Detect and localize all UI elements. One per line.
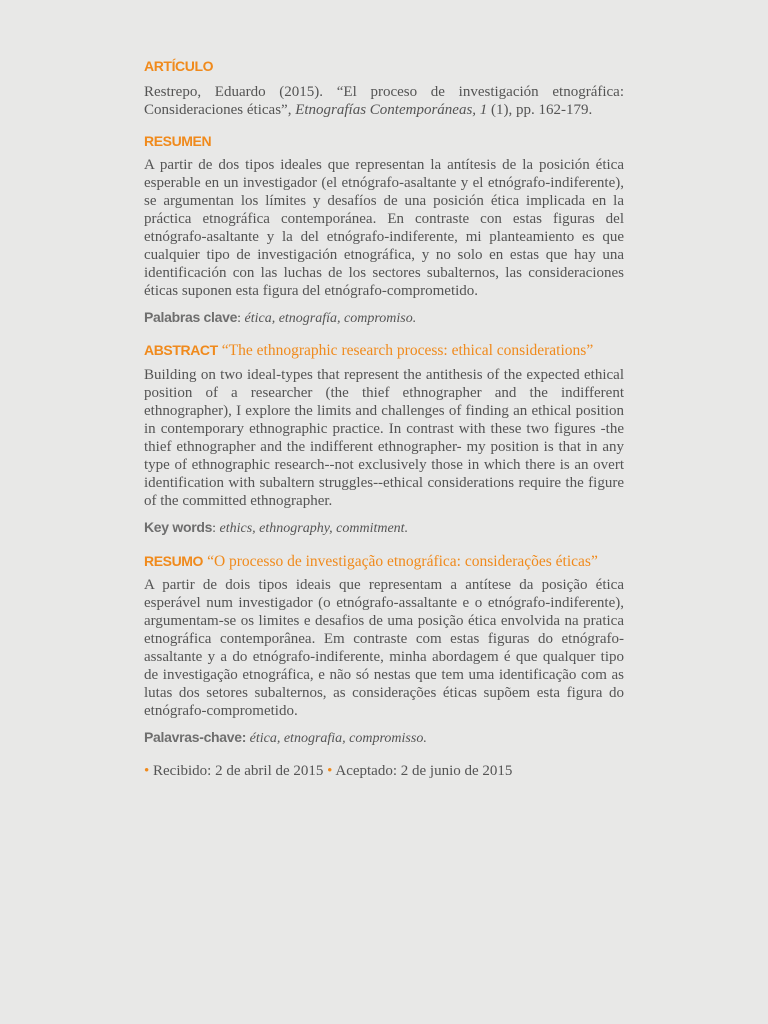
articulo-heading	[144, 56, 624, 76]
resumen-heading	[144, 131, 624, 151]
citation	[144, 83, 624, 119]
resumo-title: “O processo de investigação etnográfica: considerações éticas”	[207, 553, 598, 570]
dates-line	[144, 761, 624, 781]
articulo-label: ARTÍCULO	[144, 58, 214, 74]
resumo-heading	[144, 551, 624, 571]
resumo-body: A partir de dois tipos ideais que representam a antítese da posição ética esperável num investigador (o etnógrafo-assaltante e o etnógrafo-indiferente), argumentam-se os limites e desafios de uma posição ética envolvida na pratica etnográfica contemporânea. Em contraste com estas figuras do etnógrafo-assaltante y a do etnógrafo-indiferente, minha abordagem é que qualquer tipo de investigação etnográfica, e não só nestas que tem uma identificação com as lutas dos setores subalternos, as considerações éticas supõem esta figura do etnógrafo-comprometido.	[144, 577, 624, 719]
citation-journal: Etnografías Contemporáneas, 1	[295, 102, 488, 118]
resumo-keywords	[144, 726, 624, 748]
resumen-keywords-label: Palabras clave	[144, 309, 238, 325]
resumen-label: RESUMEN	[144, 133, 212, 149]
resumen-body: A partir de dos tipos ideales que representan la antítesis de la posición ética esperable en un investigador (el etnógrafo-asaltante y el etnógrafo-indiferente), se argumentan los límites y desafíos de una posición ética implicada en la práctica etnográfica contemporánea. En contraste con estas figuras del etnógrafo-asaltante y la del etnógrafo-indiferente, mi planteamiento es que cualquier tipo de investigación etnográfica, y no solo en estas que hay una identificación con las luchas de los sectores subalternos, las consideraciones éticas suponen esta figura del etnógrafo-comprometido.	[144, 157, 624, 299]
abstract-label: ABSTRACT	[144, 342, 218, 358]
abstract-keywords-label: Key words	[144, 519, 213, 535]
citation-pages: (1), pp. 162-179.	[487, 102, 593, 118]
article-summary	[144, 54, 624, 781]
resumen-keywords-value: ética, etnografía, compromiso.	[244, 311, 417, 326]
resumo-keywords-value: ética, etnografia, compromisso.	[249, 731, 427, 746]
bullet-received: •	[144, 763, 150, 779]
abstract-keywords: Key words: ethics, ethnography, commitment.	[144, 519, 409, 536]
abstract-heading	[144, 340, 624, 360]
abstract-body: Building on two ideal-types that represent the antithesis of the expected ethical position of a researcher (the thief ethnographer and the indifferent ethnographer), I explore the limits and challenges of finding an ethical position in contemporary ethnographic practice. In contrast with these two figures -the thief ethnographer and the indifferent ethnographer- my position is that in any type of ethnographic research--not exclusively those in which there is an overt identification with subaltern struggles--ethical considerations require the figure of the committed ethnographer.	[144, 367, 624, 509]
abstract-title: “The ethnographic research process: ethical considerations”	[221, 342, 594, 359]
resumo-label: RESUMO	[144, 553, 204, 569]
date-accepted: Aceptado: 2 de junio de 2015	[335, 763, 513, 779]
bullet-accepted: •	[327, 763, 333, 779]
resumo-keywords-label: Palavras-chave:	[144, 729, 247, 745]
citation-text: Restrepo, Eduardo (2015). “El proceso de investigación etnográfica: Consideraciones éticas”,	[144, 84, 624, 118]
resumen-keywords: Palabras clave: ética, etnografía, compromiso.	[144, 309, 417, 326]
abstract-keywords-value: ethics, ethnography, commitment.	[219, 521, 409, 536]
date-received: Recibido: 2 de abril de 2015	[153, 763, 324, 779]
